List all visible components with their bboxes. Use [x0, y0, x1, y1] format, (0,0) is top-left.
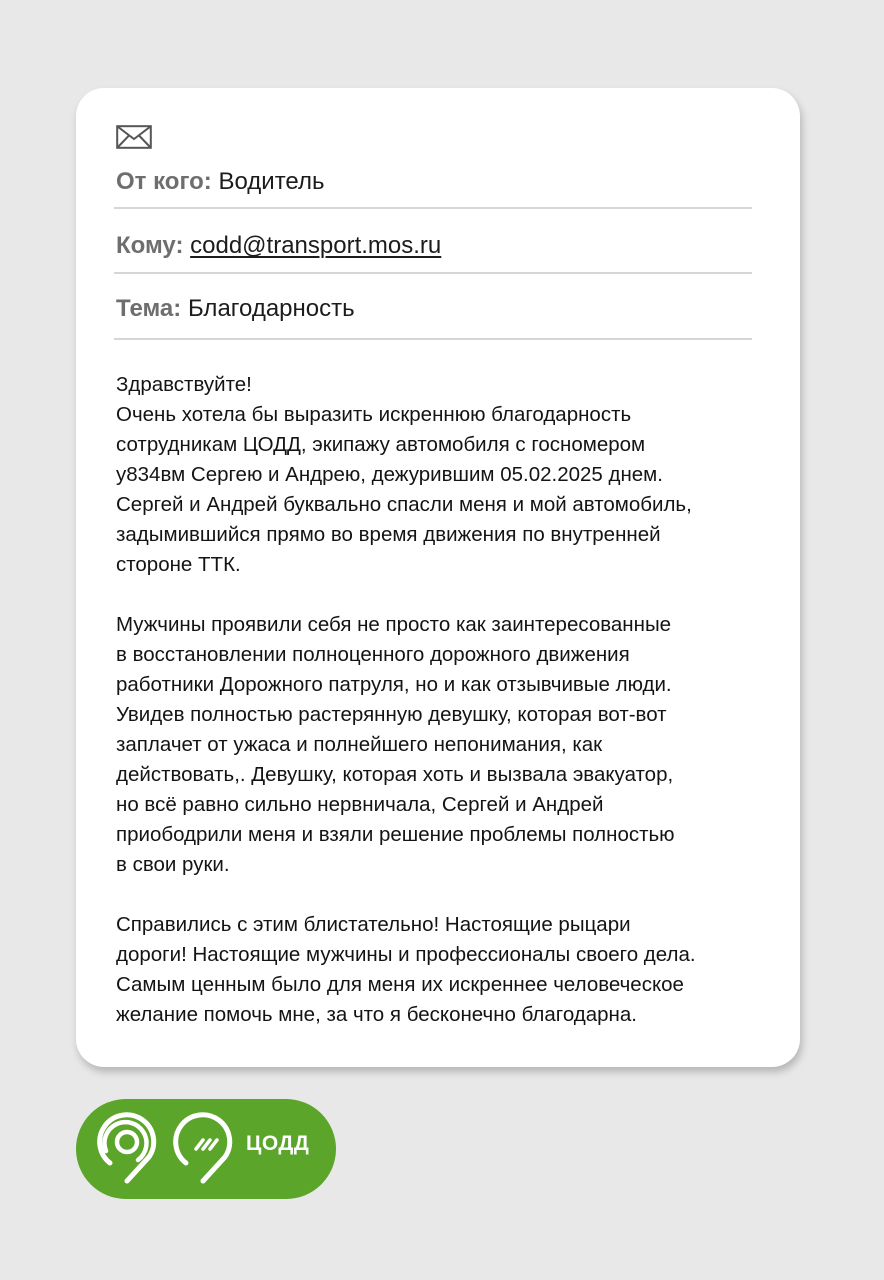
email-body: [116, 370, 776, 1030]
from-label: От кого:: [116, 168, 212, 195]
email-body-line: Увидев полностью растерянную девушку, которая вот-вот: [116, 703, 667, 726]
recipient-email-link[interactable]: codd@transport.mos.ru: [190, 232, 442, 259]
email-body-line: Справились с этим блистательно! Настоящие рыцари: [116, 913, 631, 936]
email-body-line: Здравствуйте!: [116, 373, 252, 396]
email-body-line: но всё равно сильно нервничала, Сергей и Андрей: [116, 793, 604, 816]
from-value: Водитель: [218, 168, 325, 195]
email-body-line: стороне ТТК.: [116, 553, 241, 576]
email-body-line: заплачет от ужаса и полнейшего непонимания, как: [116, 733, 603, 756]
email-body-line: дороги! Настоящие мужчины и профессионалы своего дела.: [116, 943, 696, 966]
email-body-line: в свои руки.: [116, 853, 230, 876]
codd-logo-mark-icon: [94, 1111, 160, 1187]
subject-label: Тема:: [116, 295, 182, 322]
email-body-line: у834вм Сергею и Андрею, дежурившим 05.02.2025 днем.: [116, 463, 663, 486]
email-body-line: задымившийся прямо во время движения по внутренней: [116, 523, 661, 546]
email-body-line: желание помочь мне, за что я бесконечно благодарна.: [116, 1003, 637, 1026]
to-label: Кому:: [116, 232, 184, 259]
codd-logo-road-icon: [170, 1111, 236, 1187]
paragraph-gap: [116, 880, 776, 910]
email-body-line: Мужчины проявили себя не просто как заинтересованные: [116, 613, 672, 636]
email-body-line: действовать,. Девушку, которая хоть и вызвала эвакуатор,: [116, 763, 674, 786]
email-body-line: работники Дорожного патруля, но и как отзывчивые люди.: [116, 673, 672, 696]
subject-value: Благодарность: [187, 295, 355, 322]
paragraph-gap: [116, 580, 776, 610]
divider: [114, 272, 752, 274]
email-body-line: приободрили меня и взяли решение проблемы полностью: [116, 823, 675, 846]
email-body-line: Сергей и Андрей буквально спасли меня и мой автомобиль,: [116, 493, 692, 516]
from-row: [116, 168, 752, 196]
divider: [114, 338, 752, 340]
codd-logo-text: ЦОДД: [246, 1132, 310, 1155]
codd-logo-badge: [76, 1099, 336, 1199]
email-body-line: Очень хотела бы выразить искреннюю благодарность: [116, 403, 632, 426]
email-body-line: Самым ценным было для меня их искреннее человеческое: [116, 973, 684, 996]
subject-row: [116, 295, 752, 323]
divider: [114, 207, 752, 209]
to-row: [116, 232, 752, 260]
email-body-line: в восстановлении полноценного дорожного движения: [116, 643, 630, 666]
envelope-icon: [116, 125, 152, 149]
email-body-line: сотрудникам ЦОДД, экипажу автомобиля с госномером: [116, 433, 646, 456]
email-card: [76, 88, 800, 1067]
